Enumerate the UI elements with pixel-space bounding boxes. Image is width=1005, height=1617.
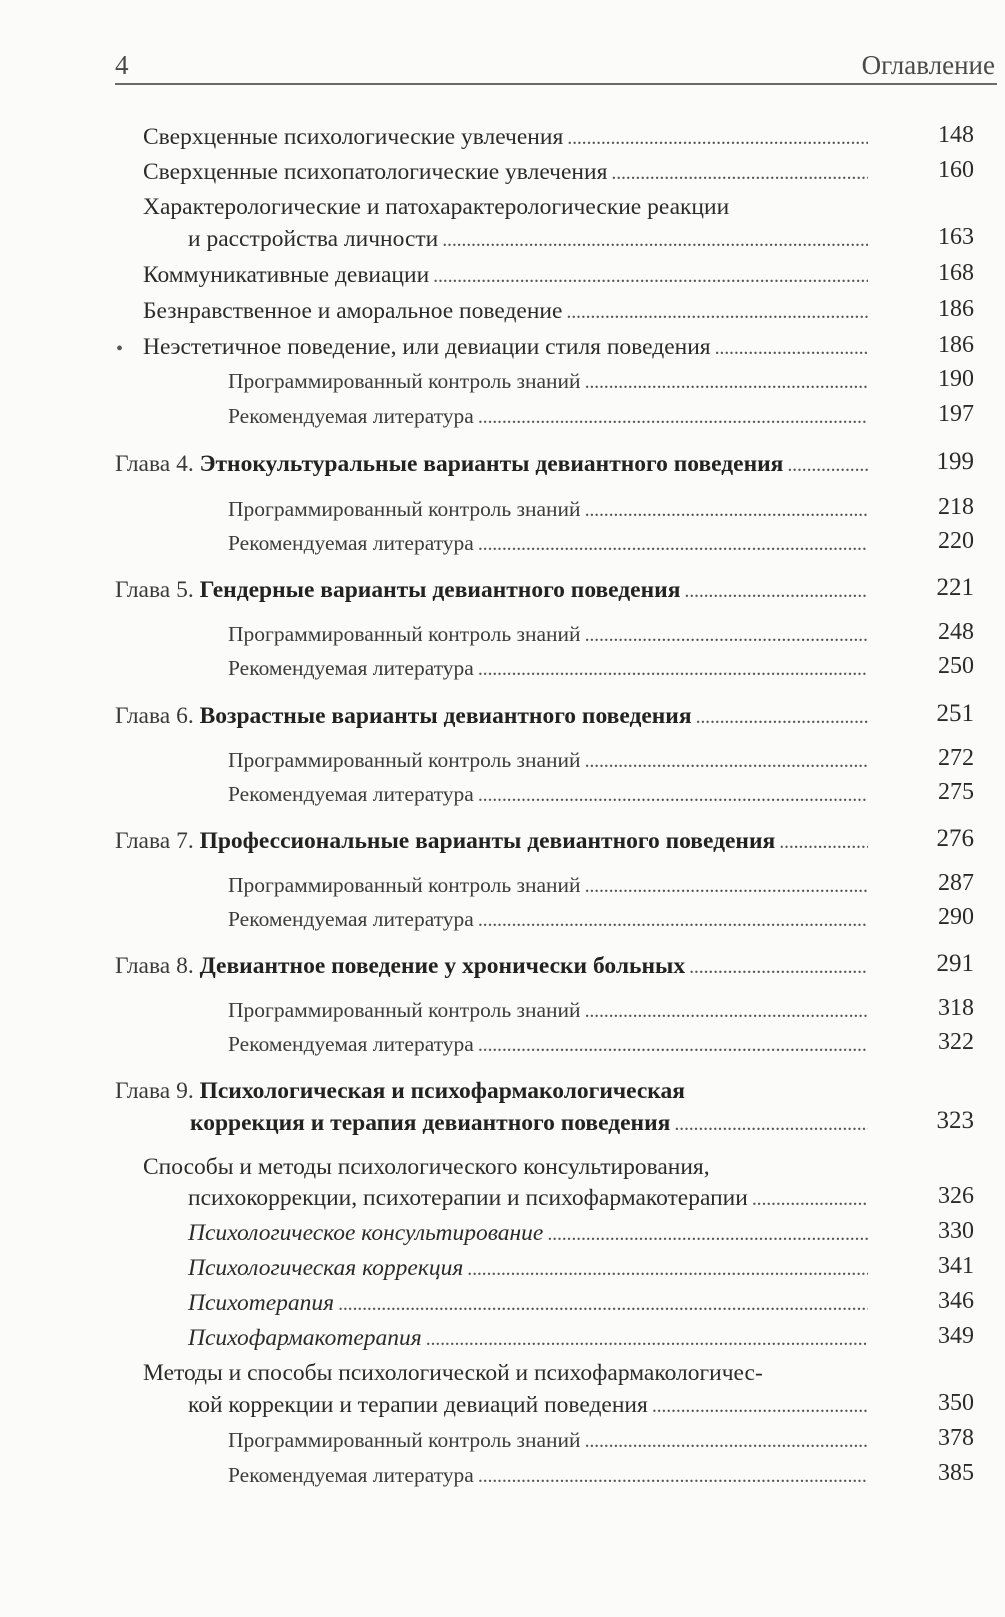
toc-entry-title: и расстройства личности: [188, 226, 439, 252]
dot-leader: [433, 260, 868, 291]
toc-page-number: 378: [938, 1425, 974, 1451]
dot-leader: [684, 575, 868, 606]
toc-page-number: 197: [938, 401, 974, 427]
toc-entry-title-line1: Способы и методы психологического консультирования,: [143, 1154, 710, 1180]
toc-entry-title: Рекомендуемая литература: [228, 782, 474, 806]
dot-leader: [567, 122, 868, 153]
chapter-label: Глава 4.: [115, 451, 194, 477]
toc-page-number: 186: [938, 332, 974, 358]
toc-entry-title: психокоррекции, психотерапии и психофармакотерапии: [188, 1185, 748, 1211]
dot-leader: [547, 1218, 868, 1249]
toc-page-number: 385: [938, 1460, 974, 1486]
dot-leader: [426, 1323, 868, 1354]
dot-leader: [478, 528, 868, 559]
dot-leader: [779, 826, 868, 857]
dot-leader: [566, 296, 868, 327]
toc-entry-title: Гендерные варианты девиантного поведения: [199, 577, 681, 603]
toc-page-number: 190: [938, 366, 974, 392]
toc-page-number: 330: [938, 1218, 974, 1244]
dot-leader: [689, 951, 868, 982]
toc-page-number: 272: [938, 745, 974, 771]
toc-entry-title: Программированный контроль знаний: [228, 873, 581, 897]
dot-leader: [652, 1390, 868, 1421]
dot-leader: [467, 1253, 868, 1284]
toc-entry-title: Рекомендуемая литература: [228, 404, 474, 428]
toc-entry-title-line1: Психологическая и психофармакологическая: [199, 1078, 685, 1104]
toc-page-number: 221: [936, 574, 974, 601]
dot-leader: [585, 619, 868, 650]
toc-page-number: 323: [936, 1107, 974, 1134]
dot-leader: [585, 745, 868, 776]
toc-entry-title: Рекомендуемая литература: [228, 656, 474, 680]
toc-entry-title: Рекомендуемая литература: [228, 1463, 474, 1487]
toc-entry-title-line1: Характерологические и патохарактерологические реакции: [143, 194, 730, 220]
toc-entry-title: Программированный контроль знаний: [228, 748, 581, 772]
chapter-label: Глава 9.: [115, 1078, 194, 1104]
toc-page-number: 346: [938, 1288, 974, 1314]
toc-entry-title: Психологическая коррекция: [188, 1255, 464, 1281]
dot-leader: [338, 1288, 868, 1319]
dot-leader: [478, 904, 868, 935]
header-rule: [115, 83, 997, 85]
dot-leader: [478, 779, 868, 810]
toc-entry-title: кой коррекции и терапии девиаций поведения: [188, 1392, 648, 1418]
toc-page-number: 251: [936, 700, 974, 727]
toc-page-number: 318: [938, 995, 974, 1021]
dot-leader: [752, 1183, 868, 1214]
toc-entry-title: Неэстетичное поведение, или девиации стиля поведения: [143, 334, 711, 360]
toc-entry-title: Девиантное поведение у хронически больных: [199, 953, 686, 979]
toc-entry-title: Возрастные варианты девиантного поведения: [199, 703, 692, 729]
dot-leader: [585, 995, 868, 1026]
bullet-mark: •: [116, 338, 124, 360]
toc-entry-title: Коммуникативные девиации: [143, 262, 430, 288]
toc-page-number: 218: [938, 494, 974, 520]
toc-page-number: 287: [938, 870, 974, 896]
toc-page-number: 326: [938, 1183, 974, 1209]
toc-entry-title-line1: Методы и способы психологической и психофармакологичес-: [143, 1360, 763, 1386]
chapter-label: Глава 5.: [115, 577, 194, 603]
dot-leader: [715, 332, 868, 363]
toc-page-number: 291: [936, 950, 974, 977]
toc-entry-title: Безнравственное и аморальное поведение: [143, 298, 563, 324]
chapter-label: Глава 6.: [115, 703, 194, 729]
toc-entry-title: Программированный контроль знаний: [228, 622, 581, 646]
toc-page-number: 349: [938, 1323, 974, 1349]
toc-entry-title: Профессиональные варианты девиантного поведения: [199, 828, 776, 854]
toc-entry-title: Психологическое консультирование: [188, 1220, 544, 1246]
toc-entry-title: Программированный контроль знаний: [228, 497, 581, 521]
toc-page-number: 148: [938, 122, 974, 148]
toc-page-number: 168: [938, 260, 974, 286]
toc-entry-title: Сверхценные психопатологические увлечения: [143, 159, 608, 185]
dot-leader: [787, 449, 868, 480]
dot-leader: [478, 1460, 868, 1491]
toc-page-number: 275: [938, 779, 974, 805]
dot-leader: [478, 401, 868, 432]
toc-page-number: 350: [938, 1390, 974, 1416]
toc-page-number: 220: [938, 528, 974, 554]
dot-leader: [478, 653, 868, 684]
toc-entry-title: Рекомендуемая литература: [228, 1032, 474, 1056]
toc-entry-title: Сверхценные психологические увлечения: [143, 124, 564, 150]
toc-entry-title: Рекомендуемая литература: [228, 531, 474, 555]
dot-leader: [674, 1108, 868, 1139]
toc-page-number: 160: [938, 157, 974, 183]
toc-page-number: 341: [938, 1253, 974, 1279]
toc-page-number: 322: [938, 1029, 974, 1055]
toc-page-number: 250: [938, 653, 974, 679]
toc-entry-title: Психотерапия: [188, 1290, 335, 1316]
toc-entry-title: Программированный контроль знаний: [228, 1428, 581, 1452]
chapter-label: Глава 7.: [115, 828, 194, 854]
toc-page-number: 248: [938, 619, 974, 645]
toc-page-number: 186: [938, 296, 974, 322]
toc-entry-title: Психофармакотерапия: [188, 1325, 422, 1351]
dot-leader: [585, 1425, 868, 1456]
toc-page-number: 290: [938, 904, 974, 930]
running-head-title: Оглавление: [861, 50, 995, 80]
toc-entry-title: Программированный контроль знаний: [228, 369, 581, 393]
toc-page-number: 199: [936, 448, 974, 475]
toc-entry-title: коррекция и терапия девиантного поведения: [190, 1110, 671, 1136]
dot-leader: [585, 870, 868, 901]
toc-entry-title: Рекомендуемая литература: [228, 907, 474, 931]
dot-leader: [611, 157, 868, 188]
toc-page-number: 163: [938, 224, 974, 250]
dot-leader: [442, 224, 868, 255]
dot-leader: [696, 701, 868, 732]
toc-page-number: 276: [936, 825, 974, 852]
chapter-label: Глава 8.: [115, 953, 194, 979]
dot-leader: [478, 1029, 868, 1060]
toc-entry-title: Этнокультуральные варианты девиантного поведения: [199, 451, 784, 477]
page-number: 4: [115, 50, 129, 80]
dot-leader: [585, 366, 868, 397]
toc-entry-title: Программированный контроль знаний: [228, 998, 581, 1022]
dot-leader: [585, 494, 868, 525]
